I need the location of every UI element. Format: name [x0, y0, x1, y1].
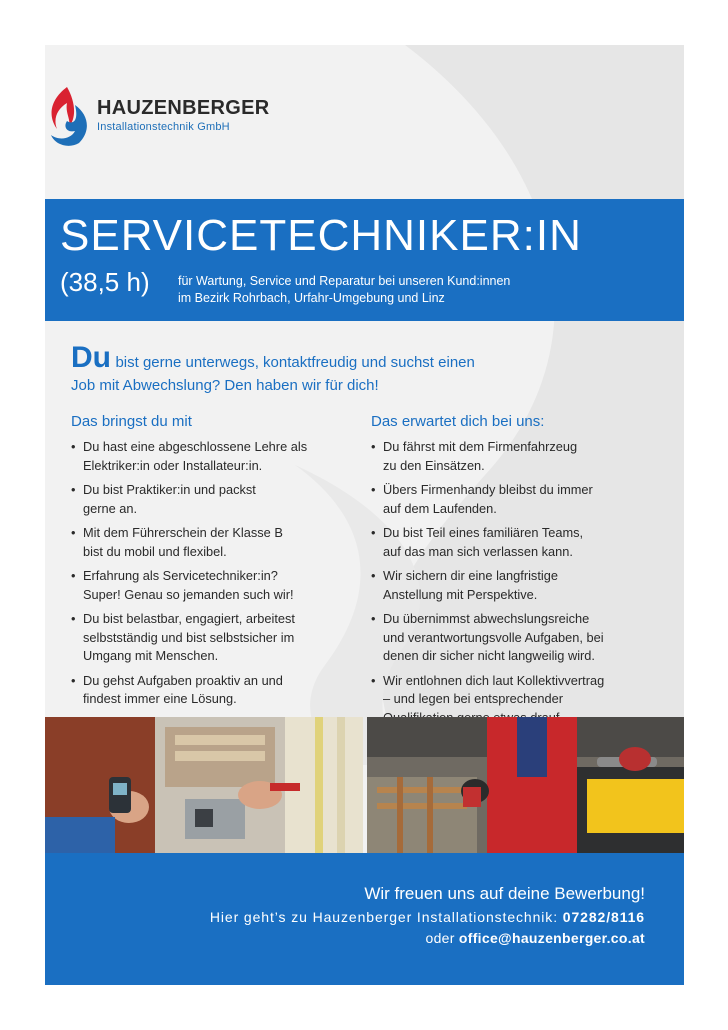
- list-item-line: denen dir sicher nicht langweilig wird.: [383, 648, 595, 663]
- logo-company-name: HAUZENBERGER: [97, 97, 270, 119]
- list-item-line: • Du gehst Aufgaben proaktiv an und: [83, 672, 283, 688]
- offers-column: [371, 413, 671, 733]
- footer-phone[interactable]: 07282/8116: [562, 909, 645, 925]
- list-item-line: • Du fährst mit dem Firmenfahrzeug: [383, 439, 578, 454]
- list-item-line: findest immer eine Lösung.: [83, 691, 237, 706]
- list-item-line: Elektriker:in oder Installateur:in.: [83, 457, 263, 473]
- requirements-heading: Das bringst du mit: [71, 413, 192, 430]
- offers-heading: Das erwartet dich bei uns:: [371, 413, 545, 430]
- photo-technician-toolbox: [367, 717, 684, 853]
- list-item: [71, 610, 351, 666]
- job-title: SERVICETECHNIKER:IN: [60, 211, 582, 260]
- list-item-line: gerne an.: [83, 500, 138, 516]
- intro-line2: Job mit Abwechslung? Den haben wir für dich!: [71, 377, 379, 394]
- list-item-line: und verantwortungsvolle Aufgaben, bei: [383, 629, 604, 645]
- list-item-line: • Wir entlohnen dich laut Kollektivvertrag: [383, 672, 605, 688]
- list-item: [371, 567, 671, 604]
- list-item-line: selbstständig und bist selbstsicher im: [83, 629, 295, 645]
- job-description-line: im Bezirk Rohrbach, Urfahr-Umgebung und Linz: [178, 291, 445, 305]
- list-item: [71, 567, 351, 604]
- photo-technician-boiler: [45, 717, 363, 853]
- list-item-line: • Du hast eine abgeschlossene Lehre als: [83, 439, 308, 454]
- intro-du: Du: [71, 341, 111, 374]
- list-item-line: Anstellung mit Perspektive.: [383, 586, 538, 602]
- offers-list: [371, 438, 671, 727]
- list-item-line: • Wir sichern dir eine langfristige: [383, 568, 558, 583]
- footer-email[interactable]: office@hauzenberger.co.at: [458, 930, 645, 946]
- intro-line1: bist gerne unterwegs, kontaktfreudig und suchst einen: [115, 354, 475, 371]
- list-item-line: – und legen bei entsprechender: [383, 691, 564, 706]
- logo-company-subtitle: Installationstechnik GmbH: [97, 121, 230, 133]
- footer-headline: Wir freuen uns auf deine Bewerbung!: [364, 884, 645, 903]
- list-item: [371, 610, 671, 666]
- list-item-line: Umgang mit Menschen.: [83, 648, 219, 663]
- list-item-line: • Du bist Teil eines familiären Teams,: [383, 525, 584, 540]
- list-item: [71, 438, 351, 475]
- requirements-list: [71, 438, 351, 709]
- list-item: [371, 438, 671, 475]
- list-item: [71, 481, 351, 518]
- list-item-line: • Du bist belastbar, engagiert, arbeitest: [83, 611, 295, 626]
- list-item-line: • Mit dem Führerschein der Klasse B: [83, 525, 283, 540]
- job-title-banner: [45, 199, 684, 321]
- requirements-column: [71, 413, 351, 715]
- list-item: [71, 672, 351, 709]
- list-item-line: auf das man sich verlassen kann.: [383, 543, 573, 559]
- logo-flame-icon: [45, 85, 91, 147]
- list-item-line: • Du bist Praktiker:in und packst: [83, 482, 256, 497]
- list-item-line: zu den Einsätzen.: [383, 457, 485, 473]
- list-item-line: • Du übernimmst abwechslungsreiche: [383, 611, 590, 626]
- list-item-line: auf dem Laufenden.: [383, 500, 497, 516]
- footer-phone-prefix: Hier geht’s zu Hauzenberger Installationstechnik:: [209, 909, 563, 925]
- footer-phone-line: [210, 909, 645, 925]
- photo-strip: [45, 717, 684, 853]
- list-item-line: • Erfahrung als Servicetechniker:in?: [83, 568, 278, 583]
- footer-email-line: [425, 930, 645, 946]
- list-item: [371, 524, 671, 561]
- job-description-line: für Wartung, Service und Reparatur bei unseren Kund:innen: [178, 274, 511, 288]
- list-item-line: • Übers Firmenhandy bleibst du immer: [383, 482, 593, 497]
- job-hours: (38,5 h): [60, 267, 150, 297]
- company-logo: [45, 85, 305, 155]
- job-poster: [45, 45, 684, 985]
- footer-contact: [45, 853, 684, 985]
- intro-text: [71, 341, 671, 394]
- list-item-line: Super! Genau so jemanden such wir!: [83, 586, 294, 602]
- job-description: [178, 273, 658, 307]
- footer-email-prefix: oder: [425, 930, 459, 946]
- list-item: [71, 524, 351, 561]
- list-item: [371, 481, 671, 518]
- list-item-line: bist du mobil und flexibel.: [83, 543, 227, 559]
